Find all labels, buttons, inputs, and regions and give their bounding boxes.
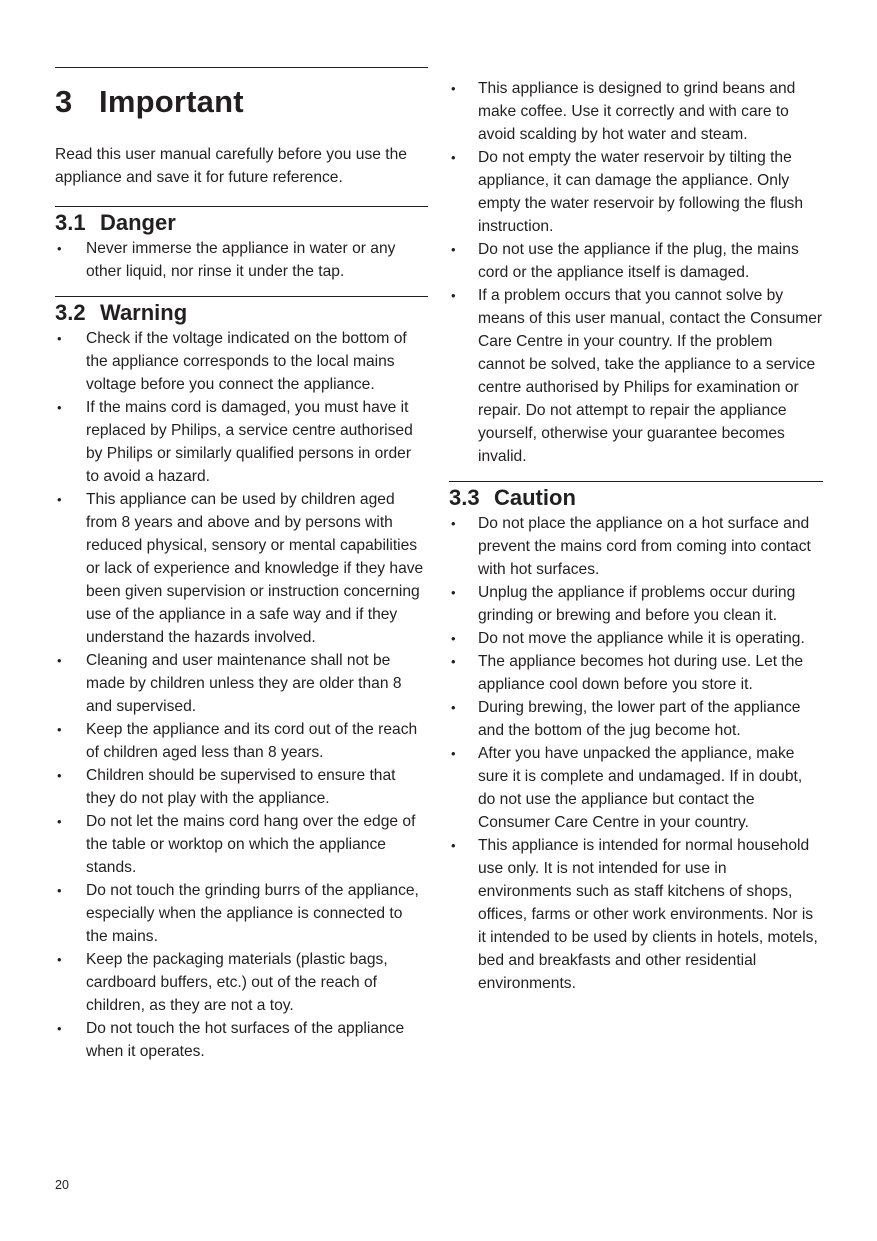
chapter-number: 3 [55, 84, 73, 119]
bullet-icon: • [57, 1021, 62, 1036]
bullet-icon: • [451, 585, 456, 600]
bullet-icon: • [57, 952, 62, 967]
bullet-icon: • [57, 814, 62, 829]
list-item-text: If a problem occurs that you cannot solve by means of this user manual, contact the Consumer Care Centre in your country. If the problem cannot be solved, take the appliance to a service centre authorised by Philips for examination or repair. Do not attempt to repair the appliance yourself, otherwise your guarantee becomes invalid. [478, 287, 823, 465]
list-item [449, 512, 823, 581]
section-number: 3.2 [55, 300, 86, 325]
intro-paragraph: Read this user manual carefully before you use the appliance and save it for future reference. [55, 146, 407, 186]
list-item-text: The appliance becomes hot during use. Let the appliance cool down before you store it. [478, 653, 804, 693]
bullet-list [55, 327, 428, 1063]
section-warning [55, 296, 428, 1063]
bullet-icon: • [451, 81, 456, 96]
bullet-icon: • [57, 492, 62, 507]
section-heading [449, 482, 823, 511]
list-item-text: This appliance can be used by children aged from 8 years and above and by persons with reduced physical, sensory or mental capabilities or lack of experience and knowledge if they have been given supervision or instruction concerning use of the appliance in a safe way and if they understand the hazards involved. [86, 491, 424, 646]
bullet-icon: • [451, 516, 456, 531]
list-item [55, 810, 428, 879]
section-number: 3.3 [449, 485, 480, 510]
list-item [55, 948, 428, 1017]
list-item-text: After you have unpacked the appliance, make sure it is complete and undamaged. If in doubt, do not use the appliance but contact the Consumer Care Centre in your country. [478, 745, 803, 831]
section-title: Warning [100, 300, 188, 325]
section-number: 3.1 [55, 210, 86, 235]
list-item-text: Do not let the mains cord hang over the edge of the table or worktop on which the appliance stands. [86, 813, 416, 876]
bullet-icon: • [451, 746, 456, 761]
chapter-rule [55, 67, 428, 68]
list-item [55, 718, 428, 764]
bullet-icon: • [451, 631, 456, 646]
list-item [449, 742, 823, 834]
bullet-icon: • [451, 700, 456, 715]
section-heading [55, 207, 428, 236]
list-item-text: Do not move the appliance while it is operating. [478, 630, 805, 647]
list-item [55, 1017, 428, 1063]
bullet-list [449, 512, 823, 995]
section-title: Danger [100, 210, 176, 235]
section-warning-continued [449, 73, 823, 468]
section-title: Caution [494, 485, 576, 510]
list-item-text: Do not use the appliance if the plug, the mains cord or the appliance itself is damaged. [478, 241, 799, 281]
chapter-title-text: Important [99, 84, 244, 119]
bullet-icon: • [451, 242, 456, 257]
list-item [55, 649, 428, 718]
list-item-text: Do not place the appliance on a hot surface and prevent the mains cord from coming into contact with hot surfaces. [478, 515, 811, 578]
list-item [55, 237, 428, 283]
list-item [449, 284, 823, 468]
list-item-text: Do not touch the hot surfaces of the appliance when it operates. [86, 1020, 405, 1060]
bullet-icon: • [451, 150, 456, 165]
list-item-text: Keep the appliance and its cord out of the reach of children aged less than 8 years. [86, 721, 418, 761]
list-item-text: This appliance is intended for normal household use only. It is not intended for use in environments such as staff kitchens of shops, offices, farms or other work environments. Nor is it intended to be used by clients in hotels, motels, bed and breakfasts and other residential environments. [478, 837, 818, 992]
bullet-list [449, 77, 823, 468]
list-item-text: This appliance is designed to grind beans and make coffee. Use it correctly and with care to avoid scalding by hot water and steam. [478, 80, 796, 143]
bullet-icon: • [57, 722, 62, 737]
list-item [55, 764, 428, 810]
list-item [449, 77, 823, 146]
list-item [449, 696, 823, 742]
list-item-text: Children should be supervised to ensure that they do not play with the appliance. [86, 767, 396, 807]
list-item [55, 488, 428, 649]
bullet-icon: • [57, 331, 62, 346]
bullet-icon: • [451, 288, 456, 303]
list-item-text: Do not touch the grinding burrs of the appliance, especially when the appliance is connected to the mains. [86, 882, 419, 945]
list-item [449, 627, 823, 650]
list-item [449, 834, 823, 995]
page-number: 20 [55, 1178, 69, 1192]
list-item [55, 879, 428, 948]
list-item-text: Keep the packaging materials (plastic bags, cardboard buffers, etc.) out of the reach of children, as they are not a toy. [86, 951, 388, 1014]
list-item [55, 327, 428, 396]
bullet-icon: • [451, 838, 456, 853]
list-item-text: Cleaning and user maintenance shall not be made by children unless they are older than 8 and supervised. [86, 652, 402, 715]
list-item [449, 238, 823, 284]
section-heading [55, 297, 428, 326]
bullet-icon: • [57, 768, 62, 783]
bullet-icon: • [451, 654, 456, 669]
section-caution [449, 481, 823, 995]
bullet-icon: • [57, 883, 62, 898]
list-item [449, 146, 823, 238]
chapter-title [55, 84, 244, 120]
list-item-text: Never immerse the appliance in water or any other liquid, nor rinse it under the tap. [86, 240, 396, 280]
list-item-text: During brewing, the lower part of the appliance and the bottom of the jug become hot. [478, 699, 801, 739]
list-item [449, 581, 823, 627]
list-item-text: Do not empty the water reservoir by tilting the appliance, it can damage the appliance. Only empty the water reservoir by following the flush instruction. [478, 149, 804, 235]
bullet-icon: • [57, 241, 62, 256]
list-item-text: Unplug the appliance if problems occur during grinding or brewing and before you clean it. [478, 584, 796, 624]
bullet-list [55, 237, 428, 283]
section-danger [55, 206, 428, 283]
list-item [449, 650, 823, 696]
bullet-icon: • [57, 400, 62, 415]
list-item-text: If the mains cord is damaged, you must have it replaced by Philips, a service centre authorised by Philips or similarly qualified persons in order to avoid a hazard. [86, 399, 413, 485]
list-item-text: Check if the voltage indicated on the bottom of the appliance corresponds to the local mains voltage before you connect the appliance. [86, 330, 407, 393]
bullet-icon: • [57, 653, 62, 668]
list-item [55, 396, 428, 488]
